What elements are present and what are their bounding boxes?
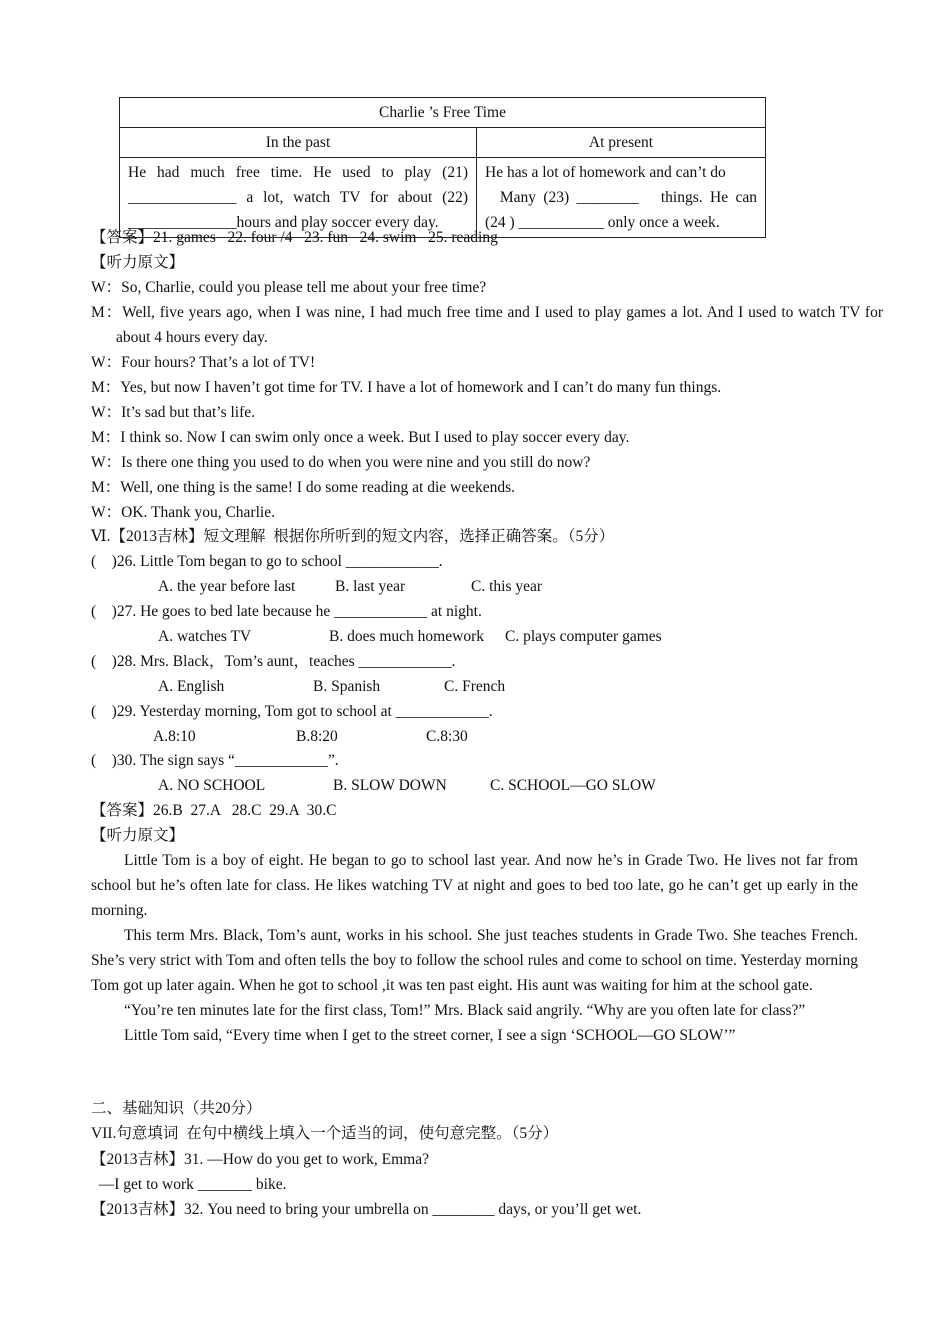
passage-paragraph: Little Tom said, “Every time when I get to the street corner, I see a sign ‘SCHOOL—GO SLOW’” [124,1027,736,1044]
q30-option-c: C. SCHOOL—GO SLOW [490,777,656,794]
q30-option-a: A. NO SCHOOL [158,777,266,794]
dialogue-line: M：Well, five years ago, when I was nine, I had much free time and I used to play games a lot. And I used to watch TV for about 4 hours every day. [91,304,883,346]
present-line: Many (23) ________ things. He can [485,189,757,206]
part-2-heading: 二、基础知识（共20分） [91,1100,262,1117]
question-29: ( )29. Yesterday morning, Tom got to school at ____________. [91,703,493,720]
dialogue-line: M：Yes, but now I haven’t got time for TV. I have a lot of homework and I can’t do many fun things. [91,379,722,396]
listening-passage [91,848,858,1048]
passage-paragraph: “You’re ten minutes late for the first class, Tom!” Mrs. Black said angrily. “Why are you often late for class?” [124,1002,806,1019]
q27-option-b: B. does much homework [329,628,484,645]
present-cell [477,158,766,238]
dialogue-line: W：Is there one thing you used to do when you were nine and you still do now? [91,454,591,471]
answer-key-1: 【答案】21. games 22. four /4 23. fun 24. swim 25. reading [91,229,498,246]
dialogue-line: W：OK. Thank you, Charlie. [91,504,275,521]
dialogue-line: W：It’s sad but that’s life. [91,404,256,421]
q26-option-a: A. the year before last [158,578,296,595]
present-line: (24 ) ___________ only once a week. [485,214,720,231]
transcript-label-1: 【听力原文】 [91,254,185,271]
dialogue-line: M：Well, one thing is the same! I do some reading at die weekends. [91,479,516,496]
section-6-heading: Ⅵ.【2013吉林】短文理解 根据你所听到的短文内容，选择正确答案。（5分） [91,528,615,545]
table-title: Charlie ’s Free Time [120,98,766,128]
past-line: ______________ a lot, watch TV for about (22) [128,189,468,206]
passage-paragraph: Little Tom is a boy of eight. He began to go to school last year. And now he’s in Grade Two. He lives not far from school but he’s often late for class. He likes watching TV at night and goes to bed too late, go he can’t get up early in the morning. [91,852,858,919]
q28-option-c: C. French [444,678,506,695]
passage-paragraph: This term Mrs. Black, Tom’s aunt, works in his school. She just teaches students in Grade Two. She teaches French. She’s very strict with Tom and often tells the boy to follow the school rules and come to school on time. Yesterday morning Tom got up later again. When he got to school ,it was ten past eight. His aunt was waiting for him at the school gate. [91,927,858,994]
present-line: He has a lot of homework and can’t do [485,164,726,181]
q28-option-b: B. Spanish [313,678,381,695]
free-time-table [119,97,766,238]
q27-option-c: C. plays computer games [505,628,662,645]
dialogue-line: M：I think so. Now I can swim only once a week. But I used to play soccer every day. [91,429,630,446]
q29-option-b: B.8:20 [296,728,338,745]
question-28: ( )28. Mrs. Black，Tom’s aunt，teaches ____________. [91,653,456,670]
q26-option-b: B. last year [335,578,406,595]
question-27: ( )27. He goes to bed late because he ____________ at night. [91,603,482,620]
past-line: He had much free time. He used to play (21) [128,164,468,181]
question-31-answer-line: —I get to work _______ bike. [91,1176,287,1193]
q29-option-a: A.8:10 [153,728,196,745]
dialogue-line: W：So, Charlie, could you please tell me about your free time? [91,279,487,296]
section-7-heading: VII.句意填词 在句中横线上填入一个适当的词，使句意完整。（5分） [91,1125,559,1142]
q28-option-a: A. English [158,678,225,695]
q29-option-c: C.8:30 [426,728,468,745]
column-header-past: In the past [120,128,477,158]
question-30: ( )30. The sign says “____________”. [91,752,339,769]
q26-option-c: C. this year [471,578,543,595]
answer-key-2: 【答案】26.B 27.A 28.C 29.A 30.C [91,802,337,819]
q27-option-a: A. watches TV [158,628,252,645]
question-26: ( )26. Little Tom began to go to school ____________. [91,553,443,570]
question-31: 【2013吉林】31. —How do you get to work, Emma? [91,1151,429,1168]
past-line: ______________hours and play soccer every day. [128,214,439,231]
dialogue-line: W：Four hours? That’s a lot of TV! [91,354,316,371]
question-32: 【2013吉林】32. You need to bring your umbrella on ________ days, or you’ll get wet. [91,1201,642,1218]
column-header-present: At present [477,128,766,158]
q30-option-b: B. SLOW DOWN [333,777,447,794]
transcript-label-2: 【听力原文】 [91,827,185,844]
